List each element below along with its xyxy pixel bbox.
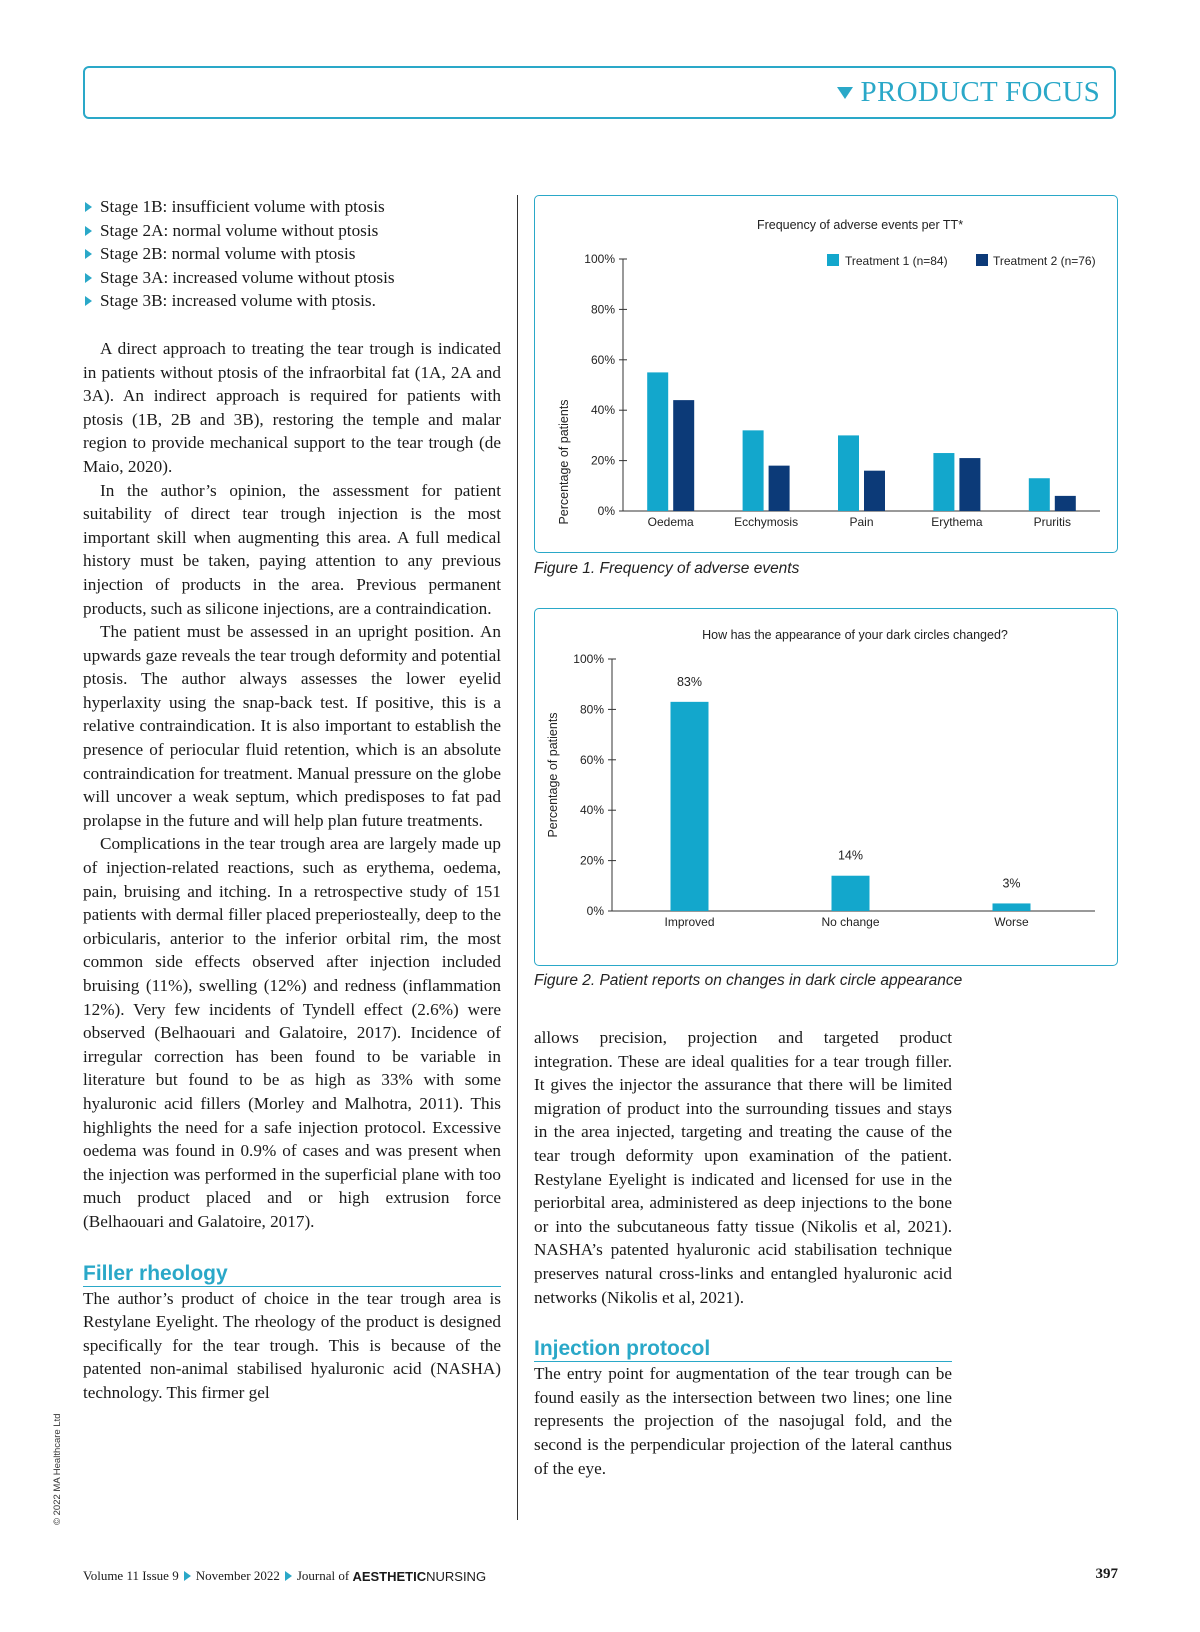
section-header-box [83,66,1116,119]
figure-2-box [534,608,1118,966]
bar-oedema-series-2 [673,400,694,511]
y-tick-label: 0% [597,504,615,518]
x-tick-label: Worse [994,915,1029,929]
bar-improved [671,702,709,911]
x-tick-label: Pruritis [1033,515,1071,529]
bar-oedema-series-1 [647,372,668,511]
figure-2-caption: Figure 2. Patient reports on changes in dark circle appearance [534,972,963,989]
bar-no-change [832,876,870,911]
body-paragraph: A direct approach to treating the tear trough is indicated in patients without ptosis of the infraorbital fat (1A, 2A and 3A). An indirect approach is required for patients with ptosis (1B, 2B and 3B), restoring the temple and malar region to provide mechanical support to the tear trough (de Maio, 2020). [83,338,501,476]
list-item: Stage 1B: insufficient volume with ptosis [83,195,501,219]
list-item: Stage 2A: normal volume without ptosis [83,219,501,243]
bar-pain-series-1 [838,435,859,511]
bar-ecchymosis-series-2 [769,466,790,511]
footer-journal-prefix: Journal of [296,1568,350,1583]
figure-1-box [534,195,1118,553]
figure-1-caption: Figure 1. Frequency of adverse events [534,560,800,577]
stages-list [83,195,501,313]
section-title-text: PRODUCT FOCUS [860,76,1100,108]
list-item: Stage 3B: increased volume with ptosis. [83,289,501,313]
chart-title: Frequency of adverse events per TT* [756,218,964,232]
page-footer [83,1568,486,1584]
body-paragraph: The patient must be assessed in an upright position. An upwards gaze reveals the tear trough deformity and potential ptosis. The author always assesses the lower eyelid hyperlaxity using the snap-back test. If positive, this is a relative contraindication. It is also important to establish the presence of periocular fluid retention, which is an absolute contraindication for treatment. Manual pressure on the globe will uncover a weak septum, which predisposes to fat pad prolapse in the future and will help plan future treatments. [83,622,501,830]
dark-circles-chart [535,609,1116,964]
filler-rheology-heading: Filler rheology [83,1262,501,1287]
legend-swatch-treatment-1 [827,254,839,266]
list-item: Stage 2B: normal volume with ptosis [83,242,501,266]
filler-rheology-text: The author’s product of choice in the tear trough area is Restylane Eyelight. The rheology of the product is designed specifically for the tear trough. This is because of the patented non-animal stabilised hyaluronic acid (NASHA) technology. This firmer gel [83,1288,501,1402]
x-tick-label: Improved [664,915,715,929]
chart-title: How has the appearance of your dark circles changed? [702,628,1008,642]
body-paragraph: allows precision, projection and targeted product integration. These are ideal qualities for a tear trough filler. It gives the injector the assurance that there will be limited migration of product into the surrounding tissues and stays in the area injected, targeting and treating the cause of the tear trough deformity upon examination of the patient. Restylane Eyelight is indicated and licensed for use in the periorbital area, administered as deep injections to the bone or into the subcutaneous fatty tissue (Nikolis et al, 2021). NASHA’s patented hyaluronic acid stabilisation technique preserves natural cross-links and entangled hyaluronic acid networks (Nikolis et al, 2021). [534,1028,952,1307]
legend-label-treatment-2: Treatment 2 (n=76) [993,254,1096,268]
bar-erythema-series-2 [959,458,980,511]
data-label: 83% [676,674,703,689]
data-label: 14% [837,848,864,863]
bar-pruritis-series-2 [1055,496,1076,511]
y-tick-label: 20% [590,453,615,468]
bar-worse [993,903,1031,911]
y-tick-label: 60% [579,752,604,767]
y-tick-label: 40% [579,803,604,818]
x-tick-label: Erythema [931,515,983,529]
footer-volume: Volume 11 Issue 9 [83,1568,179,1583]
chart-legend [827,254,1096,268]
bullet-triangle-icon [85,273,92,283]
y-tick-label: 80% [590,302,615,317]
bar-pain-series-2 [864,471,885,511]
y-tick-label: 40% [590,403,615,418]
body-paragraph: Complications in the tear trough area are largely made up of injection-related reactions, such as erythema, oedema, pain, bruising and itching. In a retrospective study of 151 patients with dermal filler placed preperiosteally, deep to the orbicularis, anterior to the inferior orbital rim, the most common side effects observed after injection included bruising (11%), swelling (12%) and redness (inflammation 12%). Very few incidents of Tyndell effect (2.6%) were observed (Belhaouari and Galatoire, 2017). Incidence of irregular correction has been found to be variable in literature but found to be as high as 33% with some hyaluronic acid fillers (Morley and Malhotra, 2011). This highlights the need for a safe injection protocol. Excessive oedema was found in 0.9% of cases and was present when the injection was performed in the superficial plane with too much product placed and or high extrusion force (Belhaouari and Galatoire, 2017). [83,834,501,1231]
body-paragraph: In the author’s opinion, the assessment for patient suitability of direct tear trough injection is the most important skill when augmenting this area. A full medical history must be taken, paying attention to any previous injection of products in the area. Previous permanent products, such as silicone injections, are a contraindication. [83,480,501,618]
page-number: 397 [1095,1566,1118,1582]
bar-erythema-series-1 [933,453,954,511]
y-tick-label: 100% [573,652,604,666]
bullet-triangle-icon [85,296,92,306]
y-tick-label: 60% [590,352,615,367]
x-tick-label: Oedema [647,515,694,529]
footer-journal-suffix: NURSING [426,1568,487,1584]
legend-label-treatment-1: Treatment 1 (n=84) [845,254,948,268]
data-label: 3% [1002,876,1021,891]
footer-separator-icon [184,1571,191,1581]
bar-ecchymosis-series-1 [743,430,764,511]
triangle-down-icon [837,87,853,99]
bullet-triangle-icon [85,249,92,259]
right-column [534,1026,952,1480]
left-column [83,195,501,1405]
y-tick-label: 20% [579,853,604,868]
bar-pruritis-series-1 [1029,478,1050,511]
adverse-events-chart [535,196,1116,551]
y-tick-label: 0% [586,904,604,918]
y-axis-label: Percentage of patients [546,712,560,838]
list-item: Stage 3A: increased volume without ptosis [83,266,501,290]
bullet-triangle-icon [85,202,92,212]
x-tick-label: Pain [849,515,874,529]
y-axis-label: Percentage of patients [557,399,571,525]
injection-protocol-heading: Injection protocol [534,1337,952,1362]
bullet-triangle-icon [85,226,92,236]
section-title [837,76,1100,109]
y-tick-label: 100% [584,252,615,266]
x-tick-label: Ecchymosis [734,515,799,529]
footer-journal-bold: AESTHETIC [352,1568,427,1584]
x-tick-label: No change [821,915,880,929]
injection-protocol-text: The entry point for augmentation of the tear trough can be found easily as the intersection between two lines; one line represents the projection of the nasojugal fold, and the second is the perpendicular projection of the lateral canthus of the eye. [534,1364,952,1478]
footer-date: November 2022 [195,1568,280,1583]
copyright-notice: © 2022 MA Healthcare Ltd [52,1413,63,1525]
y-tick-label: 80% [579,702,604,717]
footer-separator-icon [285,1571,292,1581]
legend-swatch-treatment-2 [976,254,988,266]
column-divider [517,195,518,1520]
